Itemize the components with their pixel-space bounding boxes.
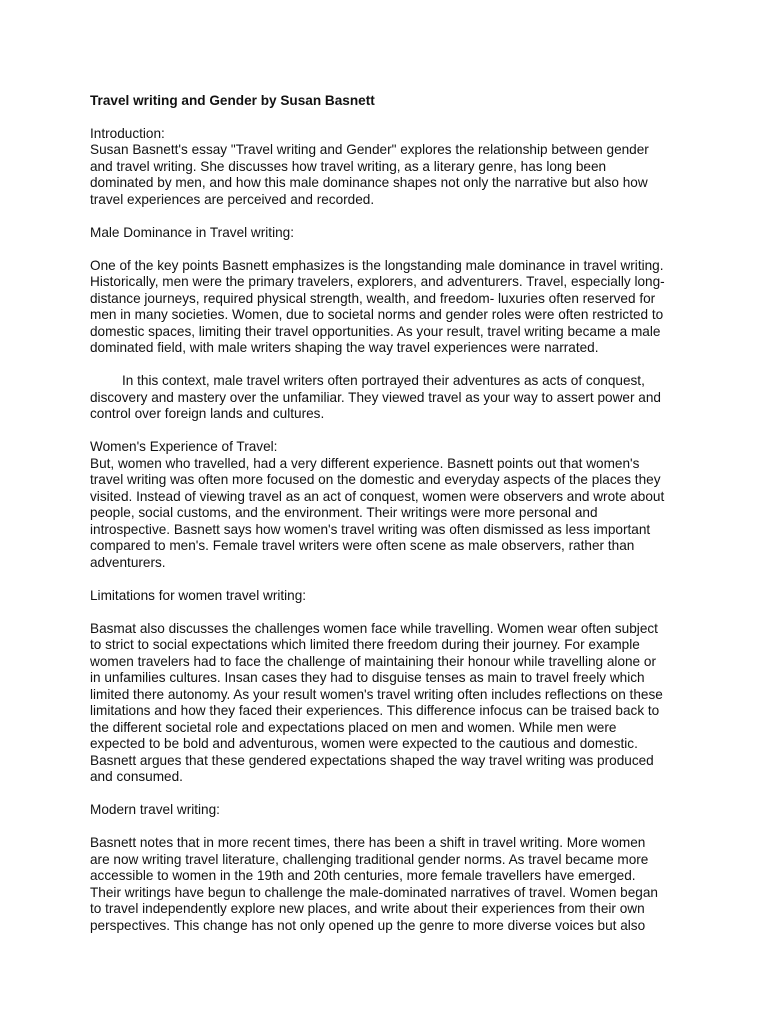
text-line: control over foreign lands and cultures. [90, 406, 325, 421]
text-line: In this context, male travel writers often portrayed their adventures as acts of conquest, [122, 373, 645, 388]
text-line: Susan Basnett's essay "Travel writing and Gender" explores the relationship between gender [90, 142, 649, 157]
text-line: expected to be bold and adventurous, women were expected to the cautious and domestic. [90, 736, 638, 751]
text-line: introspective. Basnett says how women's travel writing was often dismissed as less important [90, 521, 651, 537]
text-line: travel experiences are perceived and recorded. [90, 191, 375, 207]
text-line: Basmat also discusses the challenges women face while travelling. Women wear often subject [90, 620, 658, 636]
section-heading: Limitations for women travel writing: [90, 587, 307, 603]
paragraph-modern [90, 835, 685, 934]
paragraph-limitations [90, 621, 685, 786]
section-modern-heading [90, 802, 685, 819]
text-line: and consumed. [90, 769, 183, 784]
text-line: to travel independently explore new places, and write about their experiences from their own [90, 901, 645, 916]
text-line: in unfamilies cultures. Insan cases they had to disguise tenses as main to travel freely which [90, 670, 645, 685]
text-line: visited. Instead of viewing travel as an act of conquest, women were observers and wrote about [90, 488, 665, 504]
text-line: the different societal role and expectations placed on men and women. While men were [90, 719, 617, 735]
section-heading: Modern travel writing: [90, 802, 220, 817]
document-title: Travel writing and Gender by Susan Basnett [90, 93, 375, 108]
section-limitations-heading [90, 588, 685, 605]
text-line: compared to men's. Female travel writers were often scene as male observers, rather than [90, 538, 635, 553]
text-line: discovery and mastery over the unfamiliar. They viewed travel as your way to assert power and [90, 389, 661, 405]
text-line: people, social customs, and the environment. Their writings were more personal and [90, 505, 598, 520]
text-line: Historically, men were the primary travelers, explorers, and adventurers. Travel, especially long- [90, 274, 665, 289]
text-line: travel writing was often more focused on the domestic and everyday aspects of the places they [90, 472, 661, 487]
text-line: and travel writing. She discusses how travel writing, as a literary genre, has long been [90, 158, 607, 174]
text-line: limited there autonomy. As your result women's travel writing often includes reflections on these [90, 686, 663, 702]
text-line: Basnett notes that in more recent times, there has been a shift in travel writing. More women [90, 835, 646, 850]
text-line: distance journeys, required physical strength, wealth, and freedom- luxuries often reserved for [90, 290, 656, 306]
text-line: men in many societies. Women, due to societal norms and gender roles were often restricted to [90, 307, 664, 322]
text-line: But, women who travelled, had a very different experience. Basnett points out that women's [90, 455, 640, 471]
text-line: Their writings have begun to challenge the male-dominated narratives of travel. Women began [90, 884, 658, 900]
paragraph-male-dominance [90, 258, 685, 357]
text-line: limitations and how they faced their experiences. This difference infocus can be traised back to [90, 703, 660, 718]
text-line: are now writing travel literature, challenging traditional gender norms. As travel became more [90, 851, 649, 867]
text-line: accessible to women in the 19th and 20th centuries, more female travellers have emerged. [90, 868, 636, 883]
text-line: dominated field, with male writers shaping the way travel experiences were narrated. [90, 340, 599, 355]
section-heading: Introduction: [90, 125, 165, 141]
document-page [90, 93, 685, 951]
section-heading: Women's Experience of Travel: [90, 439, 278, 454]
section-introduction [90, 126, 685, 209]
text-line: dominated by men, and how this male dominance shapes not only the narrative but also how [90, 175, 648, 190]
text-line: One of the key points Basnett emphasizes is the longstanding male dominance in travel writing. [90, 257, 664, 273]
text-line: perspectives. This change has not only opened up the genre to more diverse voices but also [90, 917, 646, 933]
text-line: women travelers had to face the challenge of maintaining their honour while travelling alone or [90, 653, 656, 669]
text-line: to strict to social expectations which limited there freedom during their journey. For example [90, 637, 640, 652]
section-male-dominance-heading [90, 225, 685, 242]
section-heading: Male Dominance in Travel writing: [90, 224, 294, 240]
text-line: domestic spaces, limiting their travel opportunities. As your result, travel writing became a male [90, 323, 661, 339]
text-line: adventurers. [90, 554, 166, 570]
text-line: Basnett argues that these gendered expectations shaped the way travel writing was produced [90, 752, 654, 768]
section-womens-experience [90, 439, 685, 571]
paragraph-male-context [90, 373, 685, 423]
